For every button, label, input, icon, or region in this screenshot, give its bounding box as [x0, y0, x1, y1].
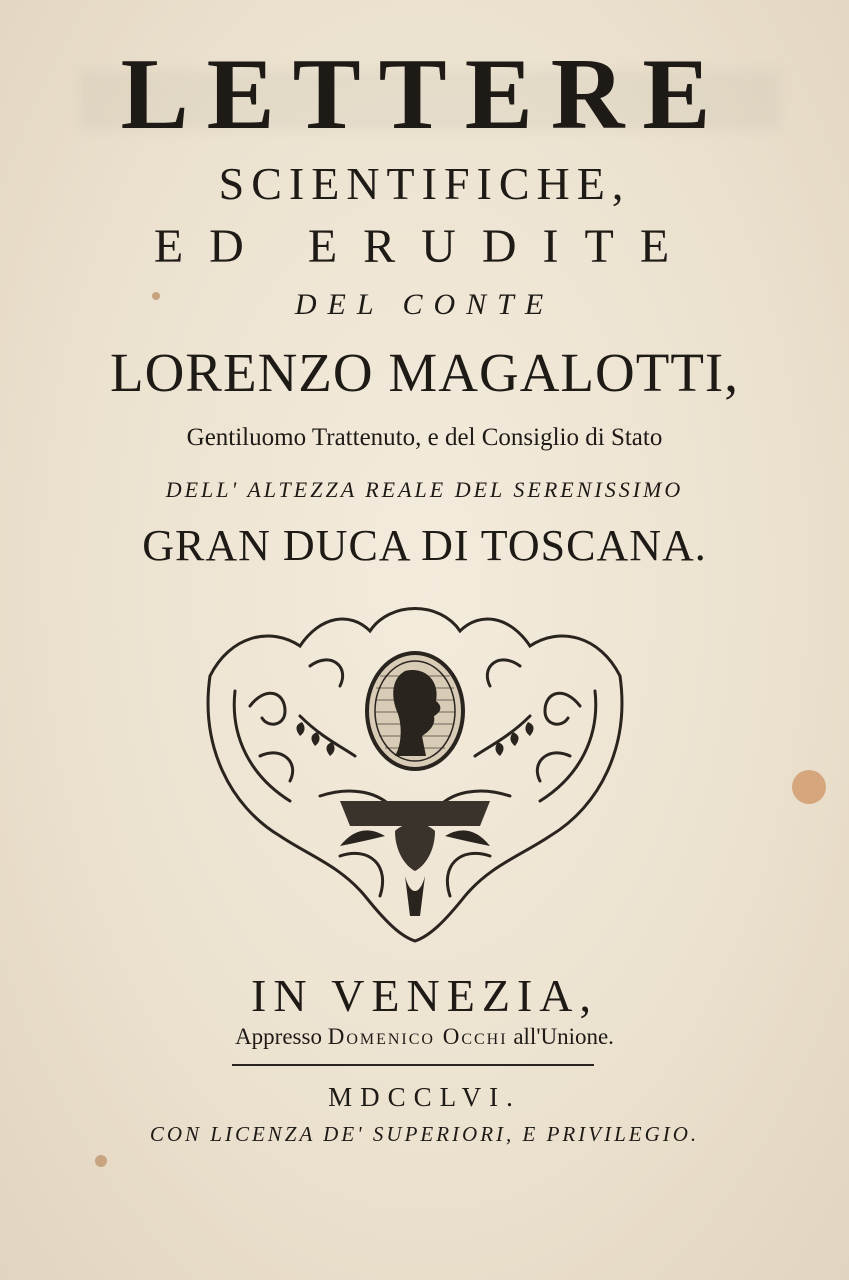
imprint-place: IN VENEZIA,	[251, 970, 598, 1021]
divider-rule	[232, 1064, 594, 1066]
imprint-publisher	[0, 1022, 849, 1052]
imprint-year: MDCCLVI.	[328, 1082, 521, 1112]
foxing-stain	[95, 1155, 107, 1167]
publisher-suffix: all'Unione.	[513, 1024, 614, 1049]
license-line: CON LICENZA DE' SUPERIORI, E PRIVILEGIO.	[149, 1122, 700, 1146]
title-line-2: SCIENTIFICHE,	[218, 158, 631, 209]
title-line-3: ED ERUDITE	[153, 220, 696, 273]
foxing-stain	[152, 292, 160, 300]
publisher-name: Domenico Occhi	[327, 1024, 508, 1049]
publisher-prefix: Appresso	[235, 1024, 322, 1049]
highness-line: DELL' ALTEZZA REALE DEL SERENISSIMO	[165, 477, 684, 502]
printer-vignette-portrait-icon	[190, 596, 640, 946]
by-line: DEL CONTE	[294, 288, 555, 321]
author-name: LORENZO MAGALOTTI,	[109, 342, 739, 403]
foxing-stain	[792, 770, 826, 804]
title-main: LETTERE	[120, 38, 729, 151]
grand-duke-line: GRAN DUCA DI TOSCANA.	[142, 521, 707, 570]
author-role: Gentiluomo Trattenuto, e del Consiglio di Stato	[186, 424, 663, 451]
